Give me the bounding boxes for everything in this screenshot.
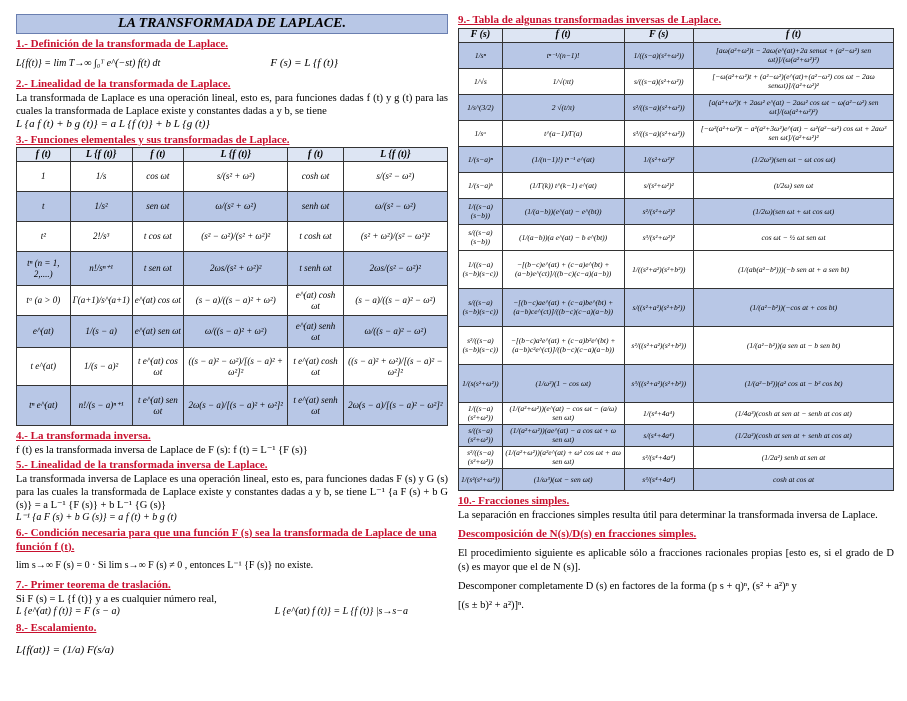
table-row [17, 162, 448, 192]
table-row [459, 224, 894, 250]
table-row [17, 192, 448, 222]
function-cell: t e^(at) [17, 348, 71, 386]
f-t-cell: [−ω²(a²+ω²)t − a²(a²+3ω²)e^(at) − ω²(a²−ω²) cos ωt + 2aω³ sen ωt]/(a²+ω²)² [694, 120, 894, 146]
transform-cell: s/(s² − ω²) [343, 162, 447, 192]
f-t-cell: 1/√(πt) [502, 68, 624, 94]
f-t-cell: (1/2a²)(cosh at sen at + senh at cos at) [694, 424, 894, 446]
translation-formula-b: L {e^(at) f (t)} = L {f (t)} |s→s−a [274, 605, 408, 617]
F-s-cell: s/((s²+a²)(s²+b²)) [624, 288, 694, 326]
f-t-cell: [−ω(a²+ω²)t + (a²−ω²)(e^(at)+(a²−ω²) cos ωt − 2aω senωt)]/(a²+ω²)² [694, 68, 894, 94]
F-s-cell: 1/√s [459, 68, 503, 94]
function-cell: t senh ωt [288, 252, 343, 286]
page-title: LA TRANSFORMADA DE LAPLACE. [16, 14, 448, 34]
transform-cell: 1/s² [70, 192, 132, 222]
function-cell: t e^(at) senh ωt [288, 386, 343, 426]
transform-cell: 2ωs/(s² − ω²)² [343, 252, 447, 286]
table-row [17, 222, 448, 252]
F-s-cell: 1/(s⁴+4a⁴) [624, 402, 694, 424]
section-10-title: 10.- Fracciones simples. [458, 494, 570, 507]
transform-cell: 2!/s³ [70, 222, 132, 252]
f-t-cell: (1/ω²)(1 − cos ωt) [502, 364, 624, 402]
f-t-cell: −[(b−c)a²e^(at) + (c−a)b²e^(bt) + (a−b)c²e^(ct)]/((b−c)(c−a)(a−b)) [502, 326, 624, 364]
transform-cell: Γ(a+1)/s^(a+1) [70, 286, 132, 316]
inverse-linearity-formula: L⁻¹ {a F (s) + b G (s)} = a f (t) + b g (t) [16, 512, 177, 524]
linearity-formula: L {a f (t) + b g (t)} = a L {f (t)} + b L {g (t)} [16, 117, 210, 130]
function-cell: cos ωt [132, 162, 183, 192]
section-1-title: 1.- Definición de la transformada de Laplace. [16, 38, 229, 50]
F-s-cell: s²/((s²+a²)(s²+b²)) [624, 326, 694, 364]
table-row [459, 172, 894, 198]
f-t-cell: (t/2ω) sen ωt [694, 172, 894, 198]
procedure-text: El procedimiento siguiente es aplicable sólo a fracciones racionales propias [esto es, si el grado de D (s) es mayor que el de N (s)]. [458, 548, 894, 573]
function-cell: tⁿ e^(at) [17, 386, 71, 426]
inverse-text: f (t) es la transformada inversa de Laplace de F (s): f (t) = L⁻¹ {F (s)} [16, 445, 308, 456]
transform-cell: n!/(s − a)ⁿ⁺¹ [70, 386, 132, 426]
elementary-transforms-table [16, 147, 448, 426]
F-s-cell: s²/(s⁴+4a⁴) [624, 446, 694, 468]
section-6-title: 6.- Condición necesaria para que una función F (s) sea la transformada de Laplace de una función f (t). [16, 526, 437, 553]
table-row [459, 364, 894, 402]
F-s-cell: s/(s²+ω²)² [624, 172, 694, 198]
table-row [459, 68, 894, 94]
table-row [17, 286, 448, 316]
f-t-cell: (1/(a−b))(e^(at) − e^(bt)) [502, 198, 624, 224]
F-s-cell: 1/(s−a)ⁿ [459, 146, 503, 172]
transform-cell: ω/(s² − ω²) [343, 192, 447, 222]
translation-text: Si F (s) = L {f (t)} y a es cualquier número real, [16, 593, 217, 605]
table-row [459, 42, 894, 68]
function-cell: t e^(at) sen ωt [132, 386, 183, 426]
section-4-title: 4.- La transformada inversa. [16, 430, 151, 443]
f-t-cell: [aω(a²+ω²)t − 2aω(e^(at)+2a senωt + (a²−ω²) sen ωt)]/(ω(a²+ω²)²) [694, 42, 894, 68]
f-t-cell: [a(a²+ω²)t + 2aω² e^(at) − 2aω² cos ωt − ω(a²−ω²) sen ωt]/(ω(a²+ω²)²) [694, 94, 894, 120]
function-cell: e^(at) cosh ωt [288, 286, 343, 316]
function-cell: senh ωt [288, 192, 343, 222]
f-t-cell: (1/4a³)(cosh at sen at − senh at cos at) [694, 402, 894, 424]
transform-cell: 1/(s − a) [70, 316, 132, 348]
translation-formulas [16, 606, 448, 619]
transform-cell: 2ω(s − a)/[(s − a)² + ω²]² [184, 386, 288, 426]
table-row [17, 316, 448, 348]
f-t-cell: (1/(a²+ω²))(e^(at) − cos ωt − (a/ω) sen ωt) [502, 402, 624, 424]
function-cell: cosh ωt [288, 162, 343, 192]
F-s-cell: 1/((s−a)(s−b)) [459, 198, 503, 224]
F-s-cell: s/((s−a)(s²+ω²)) [459, 424, 503, 446]
F-s-cell: s/((s−a)(s−b)) [459, 224, 503, 250]
F-s-cell: 1/(s−a)ᵏ [459, 172, 503, 198]
transform-cell: ω/((s − a)² + ω²) [184, 316, 288, 348]
section-9-title: 9.- Tabla de algunas transformadas inversas de Laplace. [458, 14, 722, 26]
transform-cell: 1/(s − a)² [70, 348, 132, 386]
function-cell: t [17, 192, 71, 222]
f-t-cell: t^(a−1)/Γ(a) [502, 120, 624, 146]
linearity-text: La transformada de Laplace es una operación lineal, esto es, para funciones dadas f (t) y g (t) para las cuales la transformada de Laplace existe y constantes dadas a y b, se tiene [16, 92, 448, 117]
function-cell: t e^(at) cosh ωt [288, 348, 343, 386]
function-cell: e^(at) [17, 316, 71, 348]
f-t-cell: (1/ω³)(ωt − sen ωt) [502, 468, 624, 490]
function-cell: tᵃ (a > 0) [17, 286, 71, 316]
f-t-cell: (1/(a²−b²))(−cos at + cos bt) [694, 288, 894, 326]
transform-cell: ((s − a)² − ω²)/[(s − a)² + ω²]² [184, 348, 288, 386]
f-t-cell: (1/(a²+ω²))(a²e^(at) + ω² cos ωt + aω sen ωt) [502, 446, 624, 468]
transform-cell: 1/s [70, 162, 132, 192]
table-header-row [17, 148, 448, 162]
F-s-cell: 1/(s²+ω²)² [624, 146, 694, 172]
section-5-title: 5.- Linealidad de la transformada inversa de Laplace. [16, 459, 268, 472]
transform-cell: ω/((s − a)² − ω²) [343, 316, 447, 348]
transform-cell: n!/sⁿ⁺¹ [70, 252, 132, 286]
function-cell: e^(at) senh ωt [288, 316, 343, 348]
section-2-title: 2.- Linealidad de la transformada de Laplace. [16, 77, 231, 90]
column-header: F (s) [624, 28, 694, 42]
f-t-cell: (1/Γ(k)) t^(k−1) e^(at) [502, 172, 624, 198]
table-row [459, 94, 894, 120]
f-t-cell: (1/2ω)(sen ωt + ωt cos ωt) [694, 198, 894, 224]
F-s-cell: s/((s−a)(s²+ω²)) [624, 68, 694, 94]
function-cell: t cos ωt [132, 222, 183, 252]
table-row [17, 348, 448, 386]
table-row [459, 468, 894, 490]
table-row [459, 198, 894, 224]
left-column [16, 14, 448, 658]
transform-cell: (s − a)/((s − a)² − ω²) [343, 286, 447, 316]
function-cell: t cosh ωt [288, 222, 343, 252]
F-s-cell: s³/(s²+ω²)² [624, 224, 694, 250]
table-row [459, 250, 894, 288]
f-t-cell: cos ωt − ½ ωt sen ωt [694, 224, 894, 250]
transform-cell: (s² + ω²)/(s² − ω²)² [343, 222, 447, 252]
F-s-cell: s²/((s−a)(s²+ω²)) [459, 446, 503, 468]
table-row [459, 120, 894, 146]
factor-text: Descomponer completamente D (s) en factores de la forma (p s + q)ⁿ, (s² + a²)ⁿ y [458, 580, 797, 592]
F-s-cell: 1/((s−a)(s−b)(s−c)) [459, 250, 503, 288]
f-t-cell: (1/(a−b))(a e^(at) − b e^(bt)) [502, 224, 624, 250]
column-header: f (t) [132, 148, 183, 162]
transform-notation: F (s) = L {f (t)} [270, 56, 338, 69]
f-t-cell: (1/(a²−b²))(a sen at − b sen bt) [694, 326, 894, 364]
inverse-linearity-text: La transformada inversa de Laplace es una operación lineal, esto es, para funciones dadas F (s) y G (s) para las cuales la transformada de Laplace existe y constantes dadas a y b, se tiene L⁻¹ {a F (s) + b G (s)} = a L⁻¹ {F (s)} + b L⁻¹ {G (s)} [16, 473, 448, 512]
definition-formulas [16, 52, 448, 76]
column-header: f (t) [288, 148, 343, 162]
F-s-cell: 1/((s−a)(s²+ω²)) [459, 402, 503, 424]
transform-cell: (s − a)/((s − a)² + ω²) [184, 286, 288, 316]
necessary-condition-formula: lim s→∞ F (s) = 0 · Si lim s→∞ F (s) ≠ 0 , entonces L⁻¹ {F (s)} no existe. [16, 560, 314, 572]
column-header: f (t) [694, 28, 894, 42]
function-cell: t e^(at) cos ωt [132, 348, 183, 386]
f-t-cell: (1/(a²+ω²))(ae^(at) − a cos ωt + ω sen ωt) [502, 424, 624, 446]
f-t-cell: −[(b−c)e^(at) + (c−a)e^(bt) + (a−b)e^(ct)]/((b−c)(c−a)(a−b)) [502, 250, 624, 288]
f-t-cell: (1/2ω³)(sen ωt − ωt cos ωt) [694, 146, 894, 172]
transform-cell: (s² − ω²)/(s² + ω²)² [184, 222, 288, 252]
function-cell: e^(at) sen ωt [132, 316, 183, 348]
definition-formula: L{f(t)} = lim T→∞ ∫₀ᵀ e^(−st) f(t) dt [16, 57, 161, 69]
F-s-cell: 1/s^(3/2) [459, 94, 503, 120]
function-cell: 1 [17, 162, 71, 192]
F-s-cell: s³/((s²+a²)(s²+b²)) [624, 364, 694, 402]
translation-formula-a: L {e^(at) f (t)} = F (s − a) [16, 605, 120, 617]
F-s-cell: 1/sᵃ [459, 120, 503, 146]
transform-cell: s/(s² + ω²) [184, 162, 288, 192]
section-7-title: 7.- Primer teorema de traslación. [16, 578, 171, 591]
f-t-cell: (1/(n−1)!) tⁿ⁻¹ e^(at) [502, 146, 624, 172]
F-s-cell: s²/((s−a)(s−b)(s−c)) [459, 326, 503, 364]
F-s-cell: s³/((s−a)(s²+ω²)) [624, 120, 694, 146]
function-cell: sen ωt [132, 192, 183, 222]
column-header: f (t) [502, 28, 624, 42]
section-3-title: 3.- Funciones elementales y sus transformadas de Laplace. [16, 133, 290, 146]
F-s-cell: s²/(s²+ω²)² [624, 198, 694, 224]
function-cell: t² [17, 222, 71, 252]
f-t-cell: (1/2a²) senh at sen at [694, 446, 894, 468]
F-s-cell: s/((s−a)(s−b)(s−c)) [459, 288, 503, 326]
transform-cell: ((s − a)² + ω²)/[(s − a)² − ω²]² [343, 348, 447, 386]
right-column [458, 14, 894, 612]
transform-cell: 2ω(s − a)/[(s − a)² − ω²]² [343, 386, 447, 426]
section-8-title: 8.- Escalamiento. [16, 622, 97, 635]
partial-fractions-text: La separación en fracciones simples resulta útil para determinar la transformada inversa de Laplace. [458, 509, 878, 521]
f-t-cell: (1/(a²−b²))(a² cos at − b² cos bt) [694, 364, 894, 402]
column-header: L {f (t)} [184, 148, 288, 162]
table-row [459, 326, 894, 364]
F-s-cell: 1/((s²+a²)(s²+b²)) [624, 250, 694, 288]
inverse-transforms-table [458, 28, 894, 491]
f-t-cell: tⁿ⁻¹/(n−1)! [502, 42, 624, 68]
transform-cell: 2ωs/(s² + ω²)² [184, 252, 288, 286]
F-s-cell: 1/(s(s²+ω²)) [459, 364, 503, 402]
F-s-cell: s²/((s−a)(s²+ω²)) [624, 94, 694, 120]
F-s-cell: 1/((s−a)(s²+ω²)) [624, 42, 694, 68]
f-t-cell: 2 √(t/π) [502, 94, 624, 120]
column-header: f (t) [17, 148, 71, 162]
table-row [459, 146, 894, 172]
table-row [459, 446, 894, 468]
function-cell: tⁿ (n = 1, 2,....) [17, 252, 71, 286]
f-t-cell: −[(b−c)ae^(at) + (c−a)be^(bt) + (a−b)ce^(ct)]/((b−c)(c−a)(a−b)) [502, 288, 624, 326]
F-s-cell: s³/(s⁴+4a⁴) [624, 468, 694, 490]
decomposition-title: Descomposición de N(s)/D(s) en fracciones simples. [458, 527, 697, 540]
table-row [17, 386, 448, 426]
table-row [459, 288, 894, 326]
scaling-formula: L{f(at)} = (1/a) F(s/a) [16, 643, 114, 656]
F-s-cell: 1/(s²(s²+ω²)) [459, 468, 503, 490]
table-row [459, 424, 894, 446]
function-cell: t sen ωt [132, 252, 183, 286]
column-header: L {f (t)} [343, 148, 447, 162]
table-header-row [459, 28, 894, 42]
table-row [17, 252, 448, 286]
f-t-cell: (1/(ab(a²−b²)))(−b sen at + a sen bt) [694, 250, 894, 288]
factor-text-cont: [(s ± b)² + a²)]ⁿ. [458, 599, 524, 611]
column-header: L {f (t)} [70, 148, 132, 162]
table-row [459, 402, 894, 424]
F-s-cell: 1/sⁿ [459, 42, 503, 68]
column-header: F (s) [459, 28, 503, 42]
f-t-cell: cosh at cos at [694, 468, 894, 490]
transform-cell: ω/(s² + ω²) [184, 192, 288, 222]
function-cell: e^(at) cos ωt [132, 286, 183, 316]
F-s-cell: s/(s⁴+4a⁴) [624, 424, 694, 446]
